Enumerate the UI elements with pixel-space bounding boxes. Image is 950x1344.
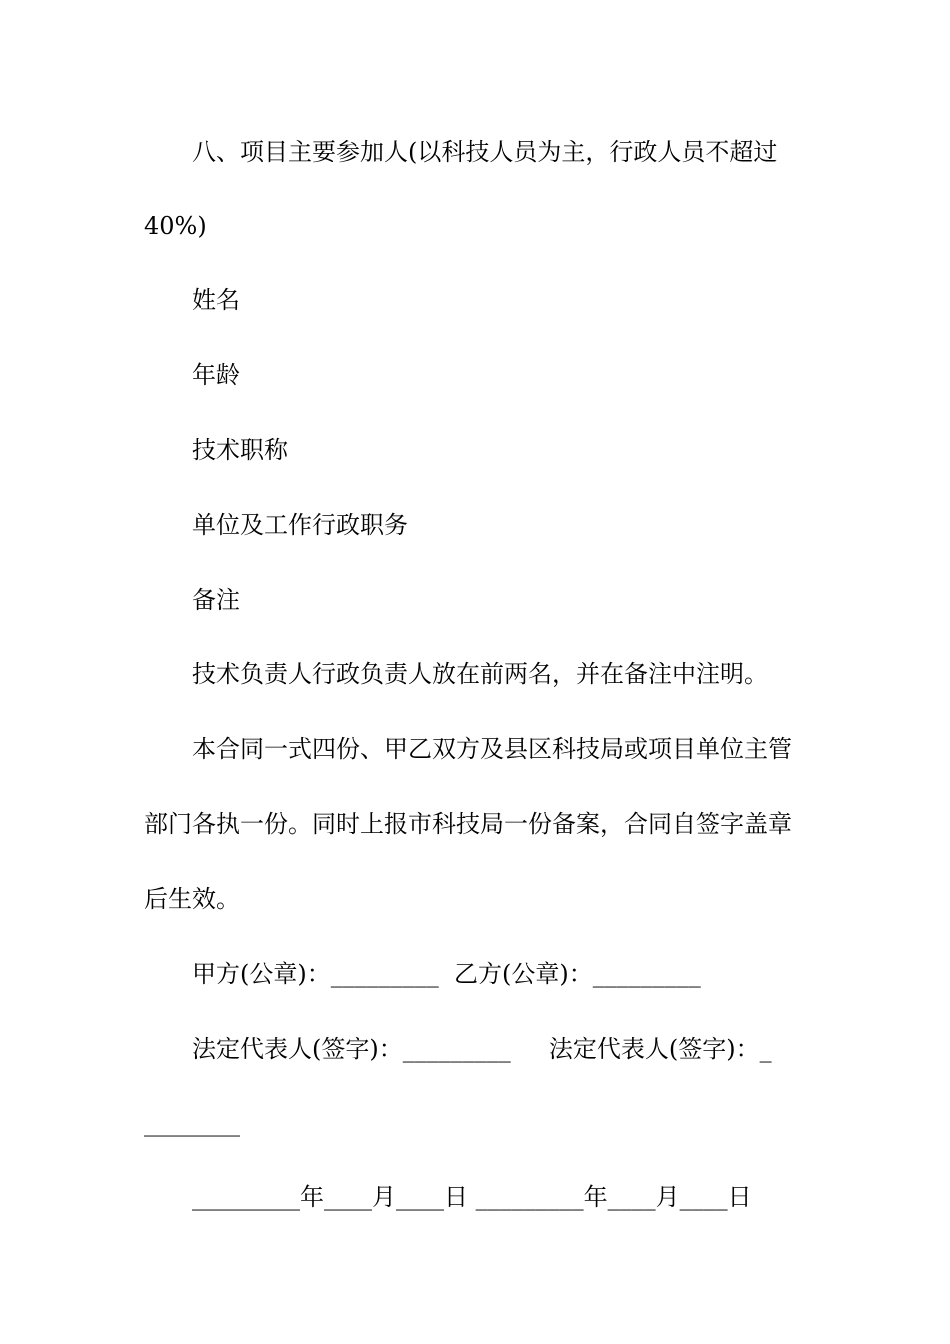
paragraph-line-2: 部门各执一份。同时上报市科技局一份备案，合同自签字盖章 — [144, 810, 792, 838]
field-name: 姓名 — [192, 286, 240, 314]
note-text: 技术负责人行政负责人放在前两名，并在备注中注明。 — [192, 660, 768, 688]
paragraph-line-3: 后生效。 — [144, 885, 240, 913]
date-line: _________年____月____日 _________年____月____日 — [192, 1183, 752, 1211]
field-unit-position: 单位及工作行政职务 — [192, 511, 408, 539]
field-technical-title: 技术职称 — [192, 436, 288, 464]
paragraph-line-1: 本合同一式四份、甲乙双方及县区科技局或项目单位主管 — [192, 735, 792, 763]
seal-line: 甲方(公章)：_________ 乙方(公章)：_________ — [192, 960, 701, 988]
representative-line-continued: ________ — [144, 1109, 240, 1137]
field-age: 年龄 — [192, 361, 240, 389]
field-remarks: 备注 — [192, 586, 240, 614]
section-heading-line-1: 八、项目主要参加人(以科技人员为主，行政人员不超过 — [192, 138, 778, 166]
representative-line: 法定代表人(签字)：_________ 法定代表人(签字)：_ — [192, 1035, 772, 1063]
section-heading-line-2: 40%) — [144, 212, 207, 240]
